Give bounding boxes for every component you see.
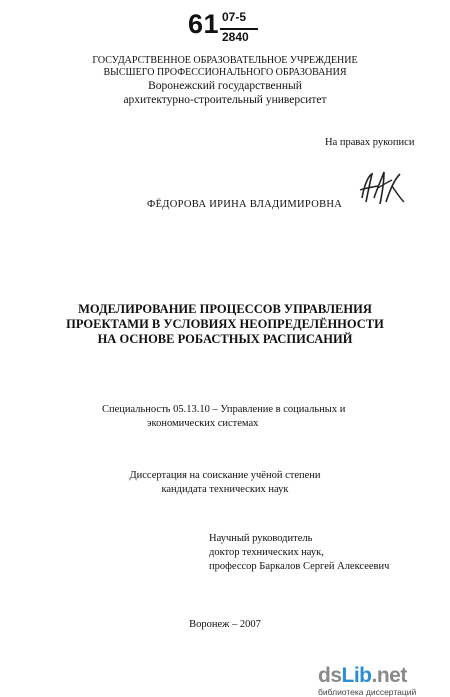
institution-header: [0, 55, 450, 79]
city-year: Воронеж – 2007: [189, 619, 261, 630]
degree-line: Диссертация на соискание учёной степени: [129, 470, 321, 481]
watermark-subtitle: библиотека диссертаций: [318, 687, 417, 697]
university-line: архитектурно-строительный университет: [123, 94, 327, 106]
catalog-number-top: 07-5: [222, 10, 247, 24]
title-line: МОДЕЛИРОВАНИЕ ПРОЦЕССОВ УПРАВЛЕНИЯ: [78, 302, 372, 316]
title-line: ПРОЕКТАМИ В УСЛОВИЯХ НЕОПРЕДЕЛЁННОСТИ: [66, 317, 384, 331]
dslib-watermark[interactable]: [318, 666, 450, 697]
watermark-net: .net: [371, 664, 407, 687]
university-line: Воронежский государственный: [148, 80, 302, 92]
specialty-line: экономических системах: [147, 418, 259, 429]
advisor-line: Научный руководитель: [209, 533, 313, 544]
institution-line: ВЫСШЕГО ПРОФЕССИОНАЛЬНОГО ОБРАЗОВАНИЯ: [103, 67, 347, 78]
degree-line: кандидата технических наук: [161, 484, 289, 495]
catalog-number: 61: [188, 9, 220, 39]
specialty-line: Специальность 05.13.10 – Управление в социальных и: [102, 404, 346, 415]
university-name: [0, 79, 450, 107]
degree-statement: [0, 469, 450, 497]
scientific-advisor: [209, 532, 389, 574]
author-name: ФЁДОРОВА ИРИНА ВЛАДИМИРОВНА: [147, 199, 343, 210]
watermark-ds: ds: [318, 664, 342, 687]
manuscript-rights: На правах рукописи: [325, 137, 415, 148]
advisor-line: доктор технических наук,: [209, 547, 324, 558]
dissertation-title: [0, 302, 450, 347]
watermark-logo: [318, 666, 450, 686]
watermark-lib: Lib: [341, 664, 372, 687]
catalog-number-bottom: 2840: [222, 30, 249, 44]
advisor-line: профессор Баркалов Сергей Алексеевич: [209, 561, 390, 572]
institution-line: ГОСУДАРСТВЕННОЕ ОБРАЗОВАТЕЛЬНОЕ УЧРЕЖДЕНИЕ: [92, 55, 358, 66]
specialty: [102, 403, 402, 431]
title-line: НА ОСНОВЕ РОБАСТНЫХ РАСПИСАНИЙ: [97, 332, 353, 346]
handwritten-signature: [356, 168, 408, 215]
